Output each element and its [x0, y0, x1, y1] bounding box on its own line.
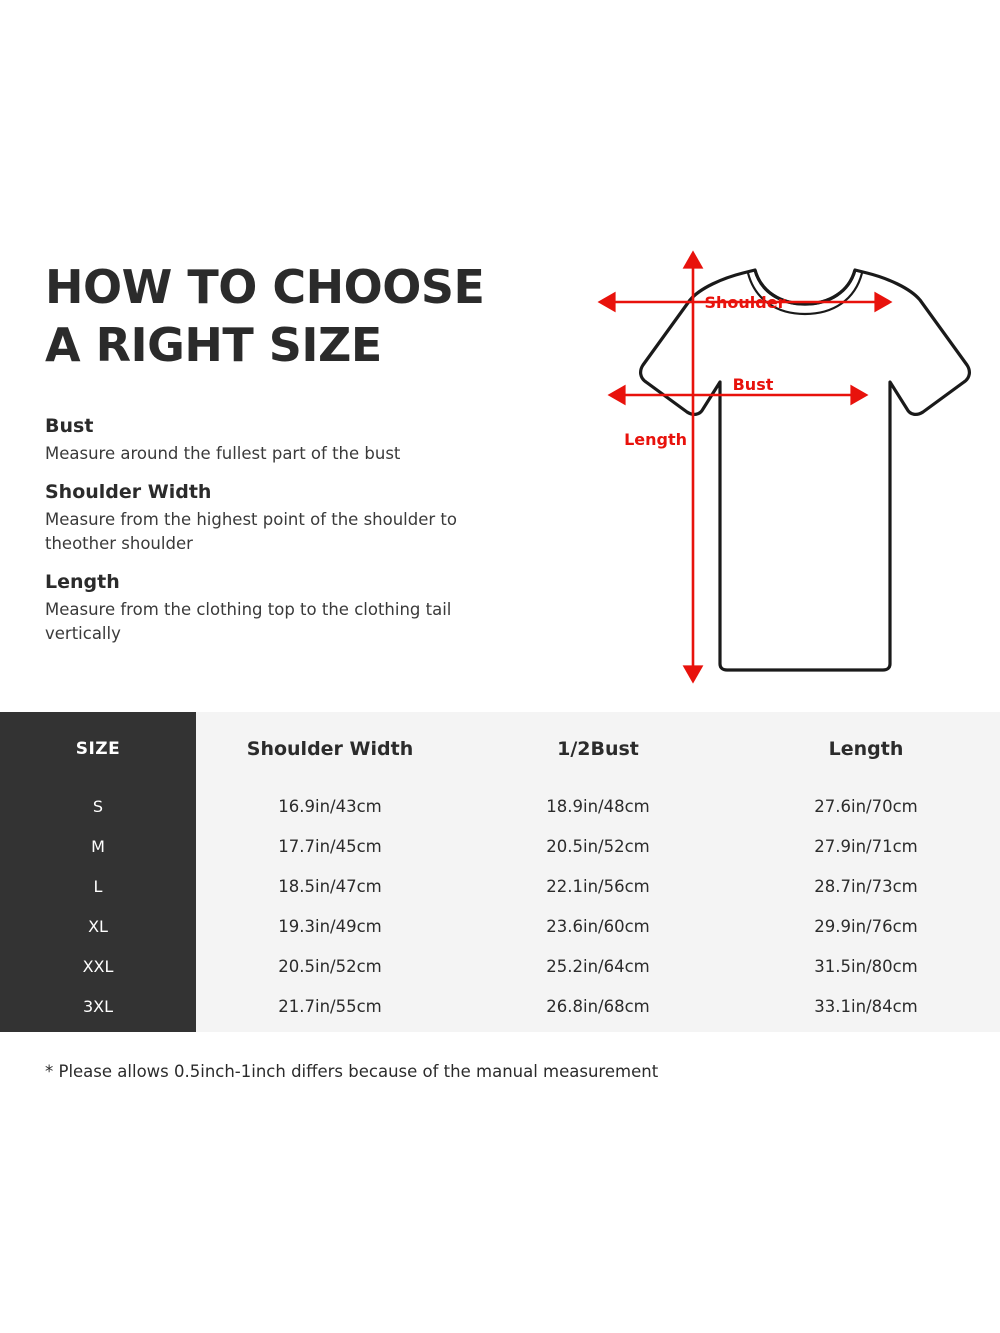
cell-half-bust: 22.1in/56cm: [546, 876, 650, 896]
definition-length-title: Length: [45, 571, 120, 594]
cell-size: 3XL: [82, 996, 114, 1016]
cell-shoulder-width: 16.9in/43cm: [278, 796, 382, 816]
table-header-row: [0, 712, 1000, 786]
cell-half-bust: 23.6in/60cm: [546, 916, 650, 936]
cell-length: 33.1in/84cm: [814, 996, 918, 1016]
header-size: SIZE: [75, 739, 121, 759]
table-row: [0, 946, 1000, 986]
header-shoulder-width: Shoulder Width: [246, 738, 414, 760]
measurement-footnote: * Please allows 0.5inch-1inch differs because of the manual measurement: [45, 1062, 659, 1081]
page-title: HOW TO CHOOSE A RIGHT SIZE: [45, 260, 485, 373]
definition-length: [45, 571, 525, 645]
cell-shoulder-width: 19.3in/49cm: [278, 916, 382, 936]
length-label: Length: [624, 430, 687, 449]
definition-bust-title: Bust: [45, 415, 94, 437]
definition-shoulder-width: [45, 481, 525, 555]
size-table: [0, 712, 1000, 1026]
bust-label: Bust: [732, 375, 774, 394]
cell-half-bust: 18.9in/48cm: [546, 796, 650, 816]
definition-bust: [45, 415, 525, 465]
cell-length: 29.9in/76cm: [814, 916, 918, 936]
cell-half-bust: 26.8in/68cm: [546, 996, 650, 1016]
header-half-bust: 1/2Bust: [557, 738, 639, 760]
cell-size: XL: [88, 916, 108, 936]
cell-half-bust: 25.2in/64cm: [546, 956, 650, 976]
cell-size: XXL: [82, 956, 114, 976]
cell-shoulder-width: 20.5in/52cm: [278, 956, 382, 976]
table-row: [0, 786, 1000, 826]
cell-size: S: [92, 796, 104, 816]
shoulder-label: Shoulder: [704, 293, 786, 312]
size-chart: [0, 712, 1000, 1032]
cell-size: L: [93, 876, 103, 896]
table-row: [0, 866, 1000, 906]
cell-length: 31.5in/80cm: [814, 956, 918, 976]
measurement-definitions: [45, 415, 525, 661]
cell-size: M: [91, 836, 105, 856]
definition-shoulder-width-title: Shoulder Width: [45, 481, 212, 504]
cell-length: 27.9in/71cm: [814, 836, 918, 856]
header-length: Length: [828, 738, 904, 760]
cell-shoulder-width: 18.5in/47cm: [278, 876, 382, 896]
cell-shoulder-width: 17.7in/45cm: [278, 836, 382, 856]
cell-length: 28.7in/73cm: [814, 876, 918, 896]
tshirt-diagram: [505, 240, 985, 690]
definition-shoulder-width-text: Measure from the highest point of the shoulder to theother shoulder: [45, 510, 457, 553]
table-row: [0, 986, 1000, 1026]
tshirt-outline: [641, 270, 970, 670]
table-row: [0, 906, 1000, 946]
definition-bust-text: Measure around the fullest part of the bust: [45, 444, 401, 463]
cell-length: 27.6in/70cm: [814, 796, 918, 816]
definition-length-text: Measure from the clothing top to the clothing tail vertically: [45, 600, 452, 643]
cell-shoulder-width: 21.7in/55cm: [278, 996, 382, 1016]
table-row: [0, 826, 1000, 866]
cell-half-bust: 20.5in/52cm: [546, 836, 650, 856]
